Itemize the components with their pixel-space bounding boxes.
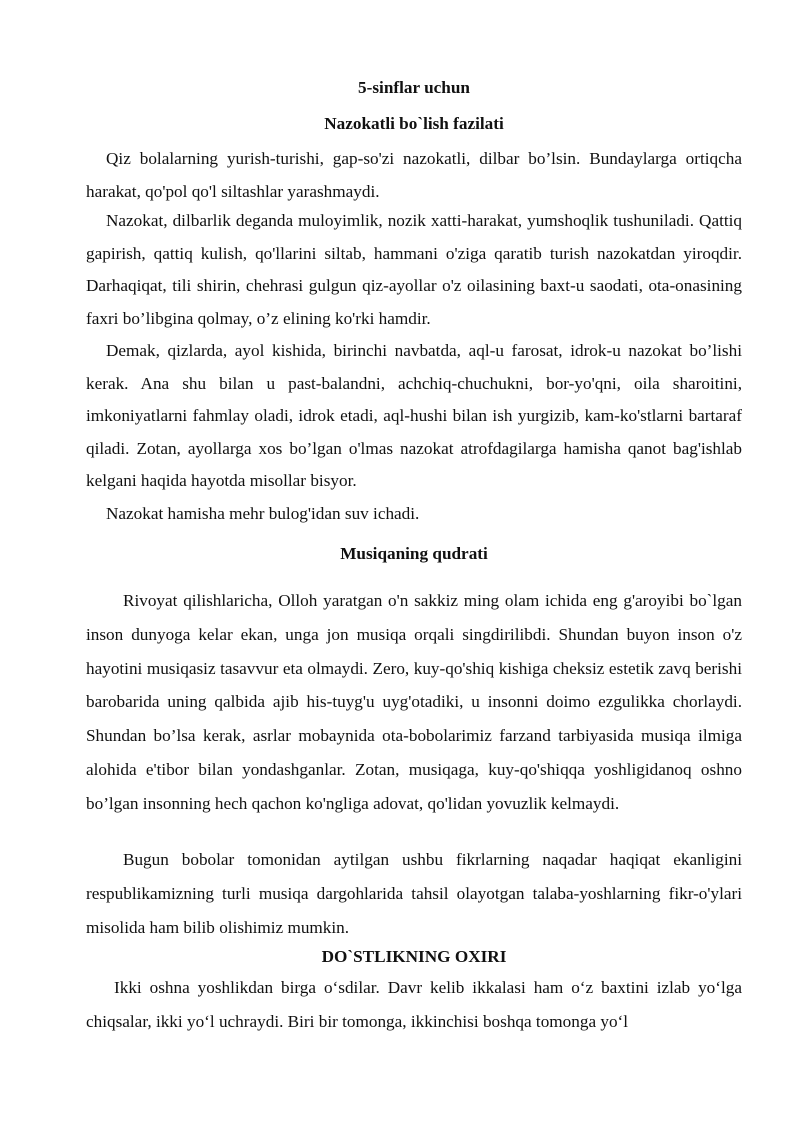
section-title-dostlik: DO`STLIKNING OXIRI	[321, 947, 507, 966]
paragraph: Rivoyat qilishlaricha, Olloh yaratgan o'n sakkiz ming olam ichida eng g'aroyibi bo`lgan inson dunyoga kelar ekan, unga jon musiqa orqali singdirilibdi. Shundan buyon inson o'z hayotini musiqasiz tasavvur eta olmaydi. Zero, kuy-qo'shiq kishiga cheksiz estetik zavq berishi barobarida uning qalbida ajib his-tuyg'u uyg'otadiki, u insonni doimo ezgulikka chorlaydi. Shundan bo’lsa kerak, asrlar mobaynida ota-bobolarimiz farzand tarbiyasida musiqa ilmiga alohida e'tibor bilan yondashganlar. Zotan, musiqaga, kuy-qo'shiqqa yoshligidanoq oshno bo’lgan insonning hech qachon ko'ngliga adovat, qo'lidan yovuzlik kelmaydi.	[86, 591, 742, 813]
paragraph: Qiz bolalarning yurish-turishi, gap-so'zi nazokatli, dilbar bo’lsin. Bundaylarga ortiqcha harakat, qo'pol qo'l siltashlar yarashmaydi.	[86, 149, 742, 201]
paragraph: Bugun bobolar tomonidan aytilgan ushbu fikrlarning naqadar haqiqat ekanligini respublikamizning turli musiqa dargohlarida tahsil olayotgan talaba-yoshlarning fikr-o'ylari misolida ham bilib olishimiz mumkin.	[86, 850, 742, 937]
section-title-nazokat: Nazokatli bo`lish fazilati	[324, 114, 504, 133]
paragraph: Nazokat, dilbarlik deganda muloyimlik, nozik xatti-harakat, yumshoqlik tushuniladi. Qattiq gapirish, qattiq kulish, qo'llarini siltab, hammani o'ziga qaratib turish nazokatdan yiroqdir. Darhaqiqat, tili shirin, chehrasi gulgun qiz-ayollar o'z oilasining baxt-u saodati, ota-onasining faxri bo’libgina qolmay, o’z elining ko'rki hamdir.	[86, 211, 742, 328]
paragraph: Ikki oshna yoshlikdan birga o‘sdilar. Davr kelib ikkalasi ham o‘z baxtini izlab yo‘lga chiqsalar, ikki yo‘l uchraydi. Biri bir tomonga, ikkinchisi boshqa tomonga yo‘l	[86, 978, 742, 1031]
grade-heading: 5-sinflar uchun	[358, 78, 470, 97]
section-title-musiqa: Musiqaning qudrati	[340, 544, 488, 563]
paragraph: Nazokat hamisha mehr bulog'idan suv ichadi.	[106, 504, 420, 523]
paragraph: Demak, qizlarda, ayol kishida, birinchi navbatda, aql-u farosat, idrok-u nazokat bo’lishi kerak. Ana shu bilan u past-balandni, achchiq-chuchukni, bor-yo'qni, oila sharoitini, imkoniyatlarni fahmlay oladi, idrok etadi, aql-hushi bilan ish yurgizib, kam-ko'stlarni bartaraf qiladi. Zotan, ayollarga xos bo’lgan o'lmas nazokat atrofdagilarga hamisha qanot bag'ishlab kelgani haqida hayotda misollar bisyor.	[86, 341, 742, 490]
